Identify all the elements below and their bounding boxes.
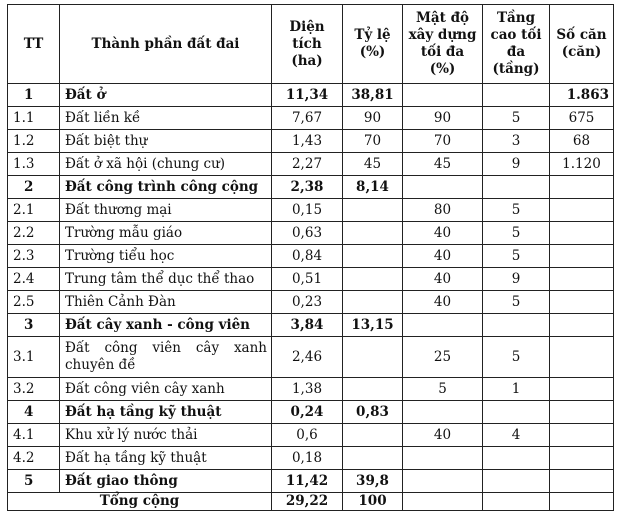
cell-floors bbox=[483, 176, 550, 199]
cell-component: Đất thương mại bbox=[60, 199, 272, 222]
cell-units bbox=[550, 199, 614, 222]
cell-area: 11,42 bbox=[272, 470, 343, 493]
cell-area: 0,6 bbox=[272, 424, 343, 447]
cell-component: Đất biệt thự bbox=[60, 130, 272, 153]
table-group-row bbox=[8, 314, 614, 337]
cell-ratio: 8,14 bbox=[343, 176, 403, 199]
table-row bbox=[8, 153, 614, 176]
cell-tt: 2.1 bbox=[8, 199, 60, 222]
cell-units bbox=[550, 291, 614, 314]
cell-density: 80 bbox=[403, 199, 483, 222]
cell-floors bbox=[483, 84, 550, 107]
cell-units: 675 bbox=[550, 107, 614, 130]
cell-density: 40 bbox=[403, 424, 483, 447]
cell-units: 68 bbox=[550, 130, 614, 153]
cell-ratio: 0,83 bbox=[343, 401, 403, 424]
table-body bbox=[8, 84, 614, 493]
cell-component: Trường tiểu học bbox=[60, 245, 272, 268]
land-use-table-wrapper bbox=[7, 4, 613, 511]
cell-ratio: 45 bbox=[343, 153, 403, 176]
table-row bbox=[8, 291, 614, 314]
table-row bbox=[8, 424, 614, 447]
cell-area: 7,67 bbox=[272, 107, 343, 130]
cell-density bbox=[403, 470, 483, 493]
cell-units bbox=[550, 401, 614, 424]
cell-tt: 3 bbox=[8, 314, 60, 337]
cell-floors bbox=[483, 447, 550, 470]
cell-component: Thiên Cảnh Đàn bbox=[60, 291, 272, 314]
cell-ratio bbox=[343, 245, 403, 268]
cell-density: 40 bbox=[403, 268, 483, 291]
cell-units bbox=[550, 176, 614, 199]
cell-density bbox=[403, 447, 483, 470]
cell-tt: 2 bbox=[8, 176, 60, 199]
cell-area: 2,27 bbox=[272, 153, 343, 176]
table-group-row bbox=[8, 470, 614, 493]
cell-tt: 3.1 bbox=[8, 337, 60, 378]
cell-tt: 3.2 bbox=[8, 378, 60, 401]
cell-area: 0,51 bbox=[272, 268, 343, 291]
table-header bbox=[8, 5, 614, 84]
header-component: Thành phần đất đai bbox=[60, 5, 272, 84]
cell-density: 40 bbox=[403, 222, 483, 245]
cell-units bbox=[550, 378, 614, 401]
total-units bbox=[550, 493, 614, 511]
cell-ratio: 70 bbox=[343, 130, 403, 153]
cell-area: 2,46 bbox=[272, 337, 343, 378]
cell-density bbox=[403, 176, 483, 199]
cell-component: Đất ở bbox=[60, 84, 272, 107]
cell-floors: 3 bbox=[483, 130, 550, 153]
cell-floors bbox=[483, 470, 550, 493]
cell-tt: 2.3 bbox=[8, 245, 60, 268]
cell-component: Đất ở xã hội (chung cư) bbox=[60, 153, 272, 176]
cell-component: Đất hạ tầng kỹ thuật bbox=[60, 447, 272, 470]
cell-floors: 9 bbox=[483, 153, 550, 176]
header-tt: TT bbox=[8, 5, 60, 84]
cell-density bbox=[403, 314, 483, 337]
total-area: 29,22 bbox=[272, 493, 343, 511]
table-group-row bbox=[8, 401, 614, 424]
cell-floors: 5 bbox=[483, 291, 550, 314]
cell-density: 70 bbox=[403, 130, 483, 153]
cell-units bbox=[550, 245, 614, 268]
header-area: Diện tích (ha) bbox=[272, 5, 343, 84]
cell-units bbox=[550, 424, 614, 447]
cell-component: Trung tâm thể dục thể thao bbox=[60, 268, 272, 291]
cell-area: 1,43 bbox=[272, 130, 343, 153]
cell-area: 0,23 bbox=[272, 291, 343, 314]
cell-units bbox=[550, 447, 614, 470]
cell-units bbox=[550, 268, 614, 291]
header-row bbox=[8, 5, 614, 84]
cell-units: 1.863 bbox=[550, 84, 614, 107]
cell-ratio bbox=[343, 337, 403, 378]
header-ratio: Tỷ lệ (%) bbox=[343, 5, 403, 84]
table-row bbox=[8, 222, 614, 245]
cell-tt: 1.2 bbox=[8, 130, 60, 153]
table-group-row bbox=[8, 84, 614, 107]
table-row bbox=[8, 337, 614, 378]
cell-units: 1.120 bbox=[550, 153, 614, 176]
cell-tt: 4 bbox=[8, 401, 60, 424]
cell-density: 40 bbox=[403, 291, 483, 314]
cell-density: 25 bbox=[403, 337, 483, 378]
table-row bbox=[8, 107, 614, 130]
cell-tt: 1.1 bbox=[8, 107, 60, 130]
header-units: Số căn (căn) bbox=[550, 5, 614, 84]
cell-units bbox=[550, 314, 614, 337]
cell-floors bbox=[483, 314, 550, 337]
total-label: Tổng cộng bbox=[8, 493, 272, 511]
cell-component: Đất giao thông bbox=[60, 470, 272, 493]
cell-units bbox=[550, 470, 614, 493]
cell-ratio: 39,8 bbox=[343, 470, 403, 493]
cell-area: 11,34 bbox=[272, 84, 343, 107]
cell-tt: 2.5 bbox=[8, 291, 60, 314]
cell-component: Khu xử lý nước thải bbox=[60, 424, 272, 447]
cell-floors bbox=[483, 401, 550, 424]
cell-area: 2,38 bbox=[272, 176, 343, 199]
cell-tt: 1 bbox=[8, 84, 60, 107]
cell-area: 1,38 bbox=[272, 378, 343, 401]
land-use-table bbox=[7, 4, 614, 511]
cell-tt: 2.4 bbox=[8, 268, 60, 291]
cell-ratio: 90 bbox=[343, 107, 403, 130]
cell-density: 90 bbox=[403, 107, 483, 130]
cell-ratio bbox=[343, 199, 403, 222]
cell-component: Đất liền kề bbox=[60, 107, 272, 130]
cell-ratio bbox=[343, 378, 403, 401]
cell-tt: 4.2 bbox=[8, 447, 60, 470]
cell-tt: 2.2 bbox=[8, 222, 60, 245]
cell-ratio bbox=[343, 268, 403, 291]
cell-area: 3,84 bbox=[272, 314, 343, 337]
cell-floors: 9 bbox=[483, 268, 550, 291]
cell-component: Đất công trình công cộng bbox=[60, 176, 272, 199]
cell-floors: 5 bbox=[483, 245, 550, 268]
cell-ratio bbox=[343, 291, 403, 314]
cell-floors: 5 bbox=[483, 199, 550, 222]
cell-ratio bbox=[343, 447, 403, 470]
cell-component: Đất công viên cây xanh bbox=[60, 378, 272, 401]
cell-floors: 5 bbox=[483, 222, 550, 245]
table-row bbox=[8, 268, 614, 291]
cell-area: 0,24 bbox=[272, 401, 343, 424]
table-row bbox=[8, 199, 614, 222]
cell-component: Đất cây xanh - công viên bbox=[60, 314, 272, 337]
total-density bbox=[403, 493, 483, 511]
cell-ratio bbox=[343, 424, 403, 447]
cell-floors: 5 bbox=[483, 107, 550, 130]
cell-tt: 5 bbox=[8, 470, 60, 493]
cell-component: Đất hạ tầng kỹ thuật bbox=[60, 401, 272, 424]
cell-floors: 5 bbox=[483, 337, 550, 378]
cell-area: 0,63 bbox=[272, 222, 343, 245]
cell-area: 0,15 bbox=[272, 199, 343, 222]
table-group-row bbox=[8, 176, 614, 199]
cell-area: 0,18 bbox=[272, 447, 343, 470]
cell-ratio bbox=[343, 222, 403, 245]
table-footer bbox=[8, 493, 614, 511]
total-floors bbox=[483, 493, 550, 511]
total-ratio: 100 bbox=[343, 493, 403, 511]
table-row bbox=[8, 130, 614, 153]
cell-units bbox=[550, 222, 614, 245]
cell-floors: 4 bbox=[483, 424, 550, 447]
cell-density: 45 bbox=[403, 153, 483, 176]
cell-tt: 1.3 bbox=[8, 153, 60, 176]
table-row bbox=[8, 245, 614, 268]
cell-units bbox=[550, 337, 614, 378]
cell-floors: 1 bbox=[483, 378, 550, 401]
table-row bbox=[8, 447, 614, 470]
table-row bbox=[8, 378, 614, 401]
cell-component: Trường mẫu giáo bbox=[60, 222, 272, 245]
cell-density bbox=[403, 401, 483, 424]
cell-tt: 4.1 bbox=[8, 424, 60, 447]
cell-density: 40 bbox=[403, 245, 483, 268]
cell-density: 5 bbox=[403, 378, 483, 401]
header-floors: Tầng cao tối đa (tầng) bbox=[483, 5, 550, 84]
cell-ratio: 13,15 bbox=[343, 314, 403, 337]
cell-ratio: 38,81 bbox=[343, 84, 403, 107]
cell-density bbox=[403, 84, 483, 107]
header-density: Mật độ xây dựng tối đa (%) bbox=[403, 5, 483, 84]
cell-area: 0,84 bbox=[272, 245, 343, 268]
total-row bbox=[8, 493, 614, 511]
cell-component: Đất công viên cây xanh chuyên đề bbox=[60, 337, 272, 378]
